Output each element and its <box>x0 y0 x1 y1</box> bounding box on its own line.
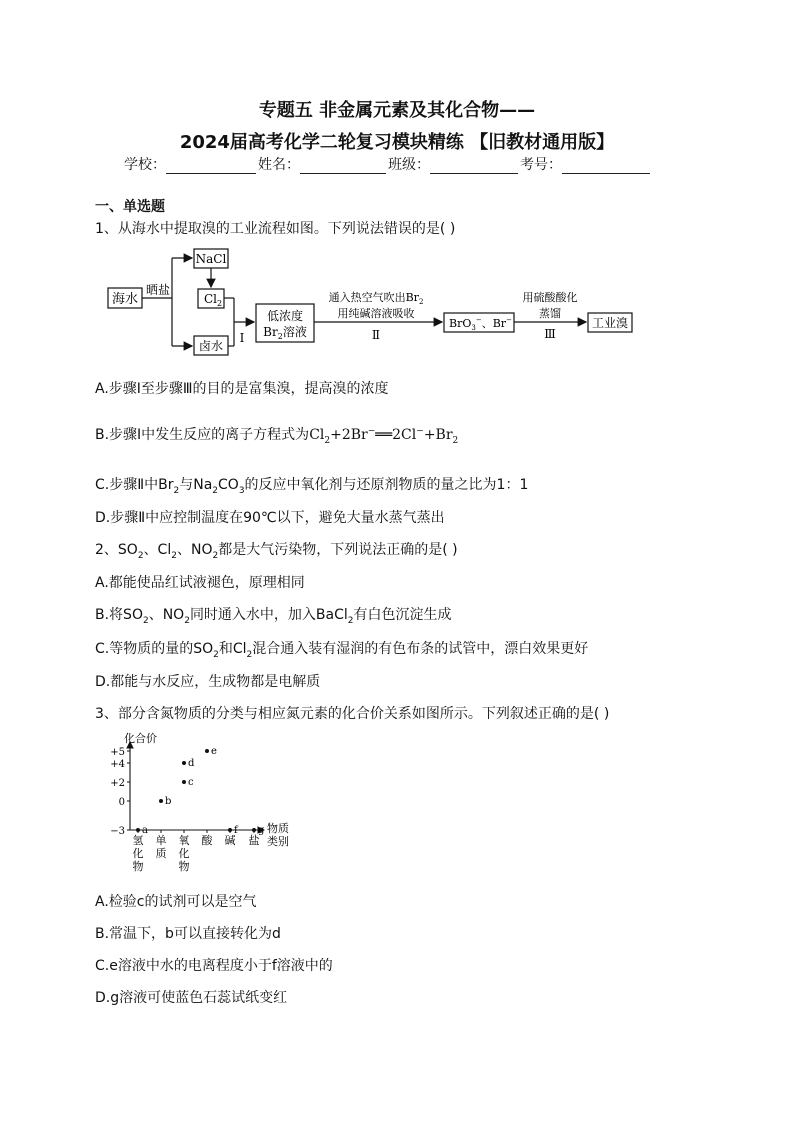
chart-category-label: 盐 <box>248 834 260 847</box>
chart-point-label-d: d <box>188 758 195 769</box>
chart-point-e <box>205 749 209 753</box>
question-3-option-a[interactable]: A.检验c的试剂可以是空气 <box>95 894 257 910</box>
chart-category-label: 物 <box>178 860 190 873</box>
chart-point-f <box>228 828 232 832</box>
section-title: 一、单选题 <box>95 199 165 215</box>
school-label: 学校： <box>124 157 166 173</box>
step-3-label: Ⅲ <box>544 327 556 341</box>
brine-label: 卤水 <box>198 339 224 353</box>
chart-point-c <box>182 780 186 784</box>
chart-category-label: 单 <box>155 834 167 847</box>
chart-point-d <box>182 761 186 765</box>
bro3-label: BrO$_3$−、Br− <box>449 316 512 332</box>
class-blank[interactable] <box>430 157 518 174</box>
chart-point-a <box>136 828 140 832</box>
question-2-stem: 2、$SO_2$、$Cl_2$、$NO_2$都是大气污染物，下列说法正确的是( ) <box>95 542 458 561</box>
chart-category-label: 化 <box>132 847 144 860</box>
exam-number-label: 考号： <box>520 157 562 173</box>
question-2-option-c[interactable]: C.等物质的量的$SO_2$和$Cl_2$混合通入装有湿润的有色布条的试管中，漂白效果更好 <box>95 641 589 660</box>
chart-category-label: 氧 <box>178 834 190 847</box>
page-title-line2: 2024届高考化学二轮复习模块精练 【旧教材通用版】 <box>179 132 615 153</box>
step-2-bottom-text: 用纯碱溶液吸收 <box>337 307 415 320</box>
chart-point-label-b: b <box>165 796 172 807</box>
step-3-top-text: 用硫酸酸化 <box>522 291 578 304</box>
school-blank[interactable] <box>166 157 256 174</box>
chart-point-g <box>252 828 256 832</box>
step-2-top-text: 通入热空气吹出$Br_2$ <box>328 291 424 306</box>
question-1-stem: 1、从海水中提取溴的工业流程如图。下列说法错误的是( ) <box>95 221 456 237</box>
chart-category-label: 酸 <box>201 834 213 847</box>
chart-xlabel-2: 类别 <box>267 835 289 848</box>
chart-point-label-g: g <box>258 825 265 836</box>
question-3-option-c[interactable]: C.e溶液中水的电离程度小于f溶液中的 <box>95 958 333 974</box>
step-3-bottom-text: 蒸馏 <box>539 307 561 320</box>
chart-category-label: 碱 <box>224 834 236 847</box>
class-label: 班级： <box>388 157 430 173</box>
low-br2-line1: 低浓度 <box>266 309 304 323</box>
chart-y-tick-label: +2 <box>110 778 125 789</box>
cl2-label: $Cl_2$ <box>204 292 223 308</box>
chart-category-label: 氢 <box>132 834 144 847</box>
exam-number-blank[interactable] <box>562 157 650 174</box>
chart-xlabel-1: 物质 <box>267 822 289 835</box>
question-1-option-d[interactable]: D.步骤Ⅱ中应控制温度在90℃以下，避免大量水蒸气蒸出 <box>95 510 445 526</box>
question-1-option-b[interactable]: B.步骤Ⅰ中发生反应的离子方程式为$Cl_2+2Br^-══2Cl^-+Br_2$ <box>95 426 459 446</box>
step-2-label: Ⅱ <box>371 328 381 342</box>
bromine-flow-diagram <box>100 246 640 356</box>
chart-y-tick-label: +5 <box>110 747 125 758</box>
product-label: 工业溴 <box>591 316 629 330</box>
question-2-option-b[interactable]: B.将$SO_2$、$NO_2$同时通入水中，加入BaCl$_2$有白色沉淀生成 <box>95 607 452 626</box>
nitrogen-valence-chart <box>104 730 304 878</box>
chart-y-tick-label: 0 <box>118 797 125 808</box>
chart-point-label-c: c <box>188 777 194 788</box>
chart-point-b <box>159 799 163 803</box>
dry-salt-label: 晒盐 <box>145 283 171 297</box>
chart-y-tick-label: +4 <box>110 759 125 770</box>
chart-category-label: 化 <box>178 847 190 860</box>
chart-point-label-e: e <box>211 746 217 757</box>
question-3-option-b[interactable]: B.常温下，b可以直接转化为d <box>95 926 281 942</box>
student-info-line <box>124 154 652 174</box>
nacl-label: NaCl <box>195 252 227 266</box>
chart-category-label: 质 <box>155 847 167 860</box>
chart-y-tick-label: −3 <box>110 826 125 837</box>
question-2-option-d[interactable]: D.都能与水反应，生成物都是电解质 <box>95 674 321 690</box>
question-3-stem: 3、部分含氮物质的分类与相应氮元素的化合价关系如图所示。下列叙述正确的是( ) <box>95 706 610 722</box>
page-title-line1: 专题五 非金属元素及其化合物—— <box>258 100 536 121</box>
question-3-option-d[interactable]: D.g溶液可使蓝色石蕊试纸变红 <box>95 990 288 1006</box>
step-1-label: Ⅰ <box>239 331 245 345</box>
question-1-option-a[interactable]: A.步骤Ⅰ至步骤Ⅲ的目的是富集溴，提高溴的浓度 <box>95 381 389 397</box>
chart-category-label: 物 <box>132 860 144 873</box>
name-label: 姓名： <box>258 157 300 173</box>
chart-point-label-f: f <box>234 825 238 836</box>
chart-ylabel: 化合价 <box>124 732 157 745</box>
low-br2-line2: $Br_2$溶液 <box>263 325 307 341</box>
chart-point-label-a: a <box>142 825 148 836</box>
seawater-label: 海水 <box>111 292 139 307</box>
question-2-option-a[interactable]: A.都能使品红试液褪色，原理相同 <box>95 575 305 591</box>
name-blank[interactable] <box>300 157 386 174</box>
question-1-option-c[interactable]: C.步骤Ⅱ中$Br_2$与$Na_2CO_3$的反应中氧化剂与还原剂物质的量之比为1：1 <box>95 477 529 496</box>
